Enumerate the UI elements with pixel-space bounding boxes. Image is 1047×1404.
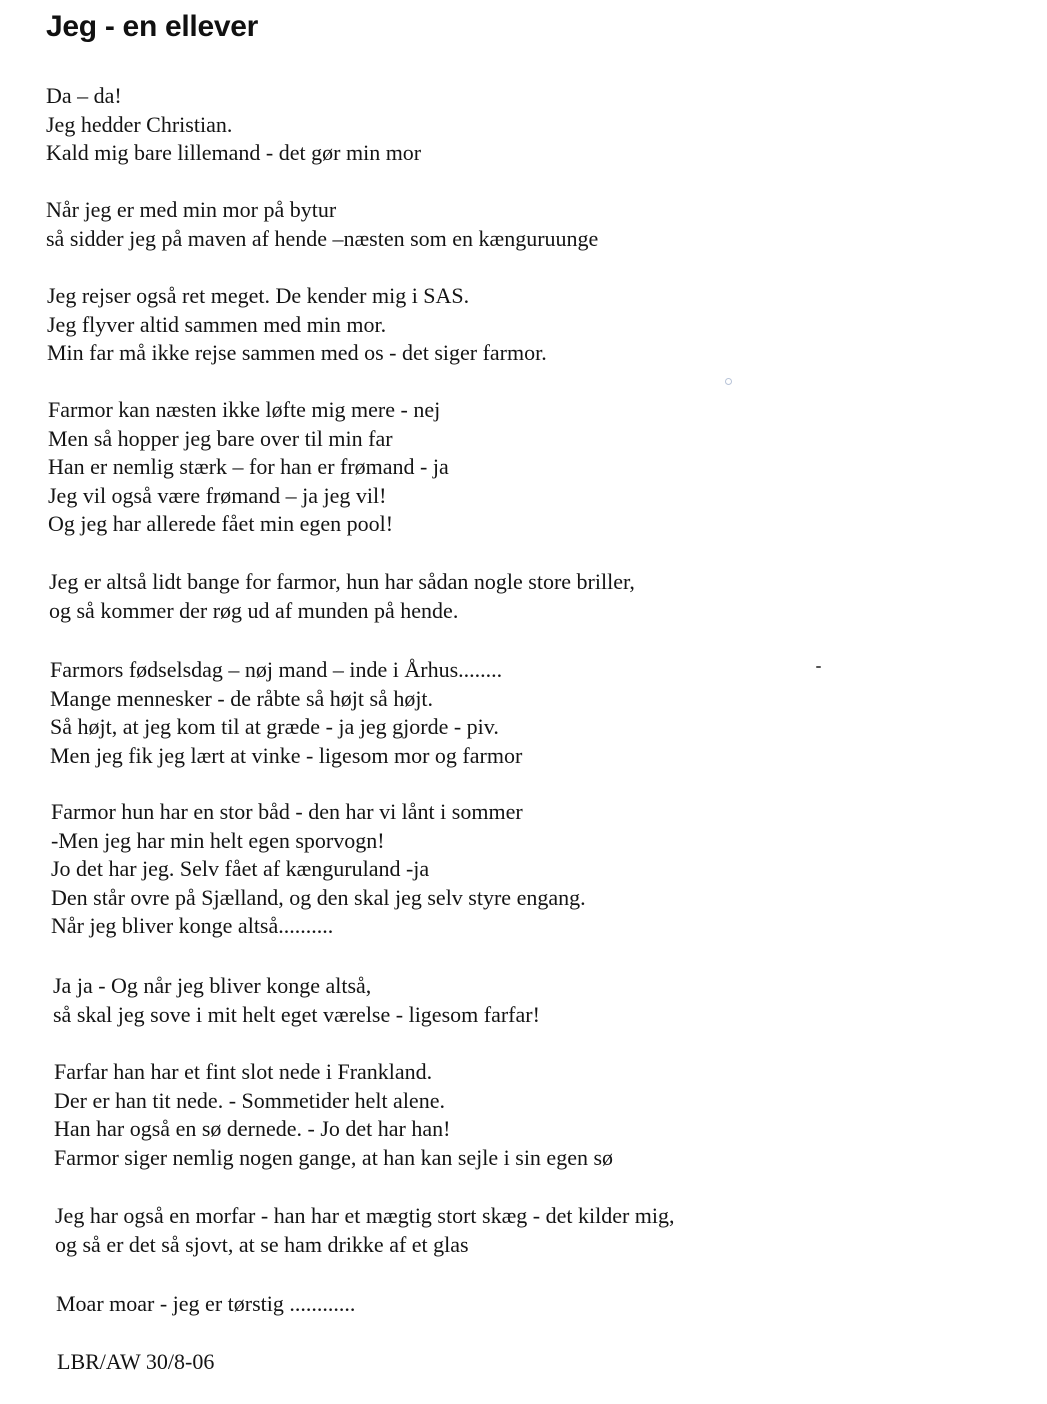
- poem-line: Farfar han har et fint slot nede i Frankland.: [54, 1059, 433, 1084]
- stanza-4: [48, 396, 449, 539]
- poem-line: Da – da!: [46, 83, 122, 108]
- poem-line: Mange mennesker - de råbte så højt så højt.: [50, 685, 434, 711]
- poem-line: Han er nemlig stærk – for han er frømand - ja: [48, 454, 449, 479]
- poem-line: Der er han tit nede. - Sommetider helt alene.: [54, 1087, 445, 1113]
- stanza-6: [50, 656, 522, 770]
- poem-line: Ja ja - Og når jeg bliver konge altså,: [53, 973, 372, 998]
- poem-line: Og jeg har allerede fået min egen pool!: [48, 511, 394, 536]
- stanza-10: [55, 1202, 675, 1259]
- poem-line: Jeg rejser også ret meget. De kender mig i SAS.: [47, 283, 470, 308]
- poem-line: Jeg flyver altid sammen med min mor.: [47, 311, 387, 337]
- poem-line: Farmor siger nemlig nogen gange, at han kan sejle i sin egen sø: [54, 1144, 614, 1170]
- poem-line: Jeg har også en morfar - han har et mægtig stort skæg - det kilder mig,: [55, 1203, 675, 1228]
- poem-line: Farmor hun har en stor båd - den har vi lånt i sommer: [51, 799, 523, 824]
- scan-speck: [725, 378, 732, 385]
- poem-line: Han har også en sø dernede. - Jo det har han!: [54, 1116, 451, 1141]
- poem-line: så skal jeg sove i mit helt eget værelse - ligesom farfar!: [53, 1001, 540, 1027]
- stanza-3: [47, 282, 547, 368]
- poem-line: Farmor kan næsten ikke løfte mig mere - nej: [48, 397, 441, 422]
- poem-line: Min far må ikke rejse sammen med os - det siger farmor.: [47, 340, 547, 365]
- stanza-9: [54, 1058, 613, 1172]
- poem-line: og så kommer der røg ud af munden på hende.: [49, 597, 459, 623]
- poem-title: Jeg - en ellever: [46, 10, 258, 43]
- poem-line: så sidder jeg på maven af hende –næsten som en kænguruunge: [46, 225, 599, 251]
- signature-line: LBR/AW 30/8-06: [57, 1349, 215, 1374]
- poem-line: Moar moar - jeg er tørstig ............: [56, 1291, 356, 1316]
- stanza-5: [49, 568, 635, 625]
- poem-line: Jeg er altså lidt bange for farmor, hun har sådan nogle store briller,: [49, 569, 635, 594]
- poem-line: Jo det har jeg. Selv fået af kænguruland -ja: [51, 856, 430, 881]
- poem-line: Når jeg bliver konge altså..........: [51, 913, 334, 938]
- stanza-1: [46, 82, 421, 168]
- poem-line: Jeg hedder Christian.: [46, 111, 233, 137]
- poem-line: Kald mig bare lillemand - det gør min mor: [46, 140, 422, 165]
- poem-line: Men så hopper jeg bare over til min far: [48, 425, 393, 451]
- poem-line: Den står ovre på Sjælland, og den skal jeg selv styre engang.: [51, 884, 586, 910]
- author-signature: [57, 1348, 214, 1377]
- scan-speck: [816, 666, 821, 668]
- stanza-7: [51, 798, 586, 941]
- poem-line: Når jeg er med min mor på bytur: [46, 197, 337, 222]
- stanza-8: [53, 972, 540, 1029]
- poem-line: Jeg vil også være frømand – ja jeg vil!: [48, 482, 387, 508]
- stanza-11: [56, 1290, 355, 1319]
- poem-line: og så er det så sjovt, at se ham drikke af et glas: [55, 1231, 469, 1257]
- poem-line: Men jeg fik jeg lært at vinke - ligesom mor og farmor: [50, 742, 523, 768]
- poem-line: Så højt, at jeg kom til at græde - ja jeg gjorde - piv.: [50, 714, 499, 739]
- poem-line: Farmors fødselsdag – nøj mand – inde i Århus........: [50, 657, 503, 682]
- stanza-2: [46, 196, 598, 253]
- poem-line: -Men jeg har min helt egen sporvogn!: [51, 827, 385, 853]
